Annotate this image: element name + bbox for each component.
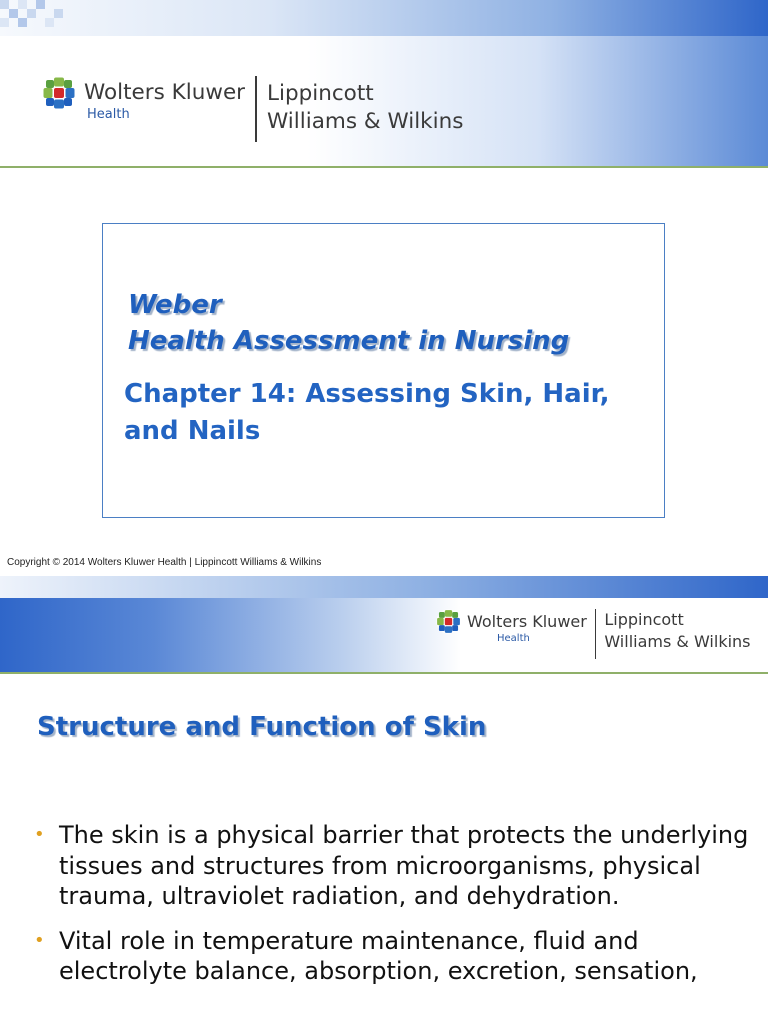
chapter-title: Chapter 14: Assessing Skin, Hair, and Nails <box>124 379 610 446</box>
copyright-footer: Copyright © 2014 Wolters Kluwer Health | Lippincott Williams & Wilkins <box>7 557 322 568</box>
wolters-kluwer-mark-icon <box>42 76 76 110</box>
title-box <box>102 223 665 518</box>
slide-title: Structure and Function of Skin <box>37 712 487 742</box>
imprint-line-2: Williams & Wilkins <box>267 109 464 134</box>
bullet-list <box>34 820 754 1001</box>
brand-sub: Health <box>497 633 530 644</box>
decorative-squares <box>0 0 110 36</box>
book-title: Health Assessment in Nursing <box>128 326 570 356</box>
list-item <box>34 820 754 912</box>
brand-name: Wolters Kluwer <box>467 612 587 631</box>
bullet-icon: • <box>34 824 45 845</box>
imprint-line-1: Lippincott <box>604 610 684 629</box>
top-gradient-band <box>0 0 768 36</box>
list-item <box>34 926 754 987</box>
publisher-logo <box>42 76 463 142</box>
logo-divider <box>255 76 257 142</box>
brand-sub: Health <box>87 107 130 122</box>
brand-name: Wolters Kluwer <box>84 80 246 105</box>
bullet-text: The skin is a physical barrier that protects the underlying tissues and structures from microorganisms, physical trauma, ultraviolet radiation, and dehydration. <box>59 821 749 910</box>
header-rule <box>0 166 768 168</box>
book-author: Weber <box>128 290 222 320</box>
imprint-line-2: Williams & Wilkins <box>604 632 751 651</box>
bullet-text: Vital role in temperature maintenance, fluid and electrolyte balance, absorption, excretion, sensation, <box>59 926 698 985</box>
content-slide-body <box>0 576 768 1024</box>
bullet-icon: • <box>34 929 45 951</box>
imprint-line-1: Lippincott <box>267 81 374 106</box>
